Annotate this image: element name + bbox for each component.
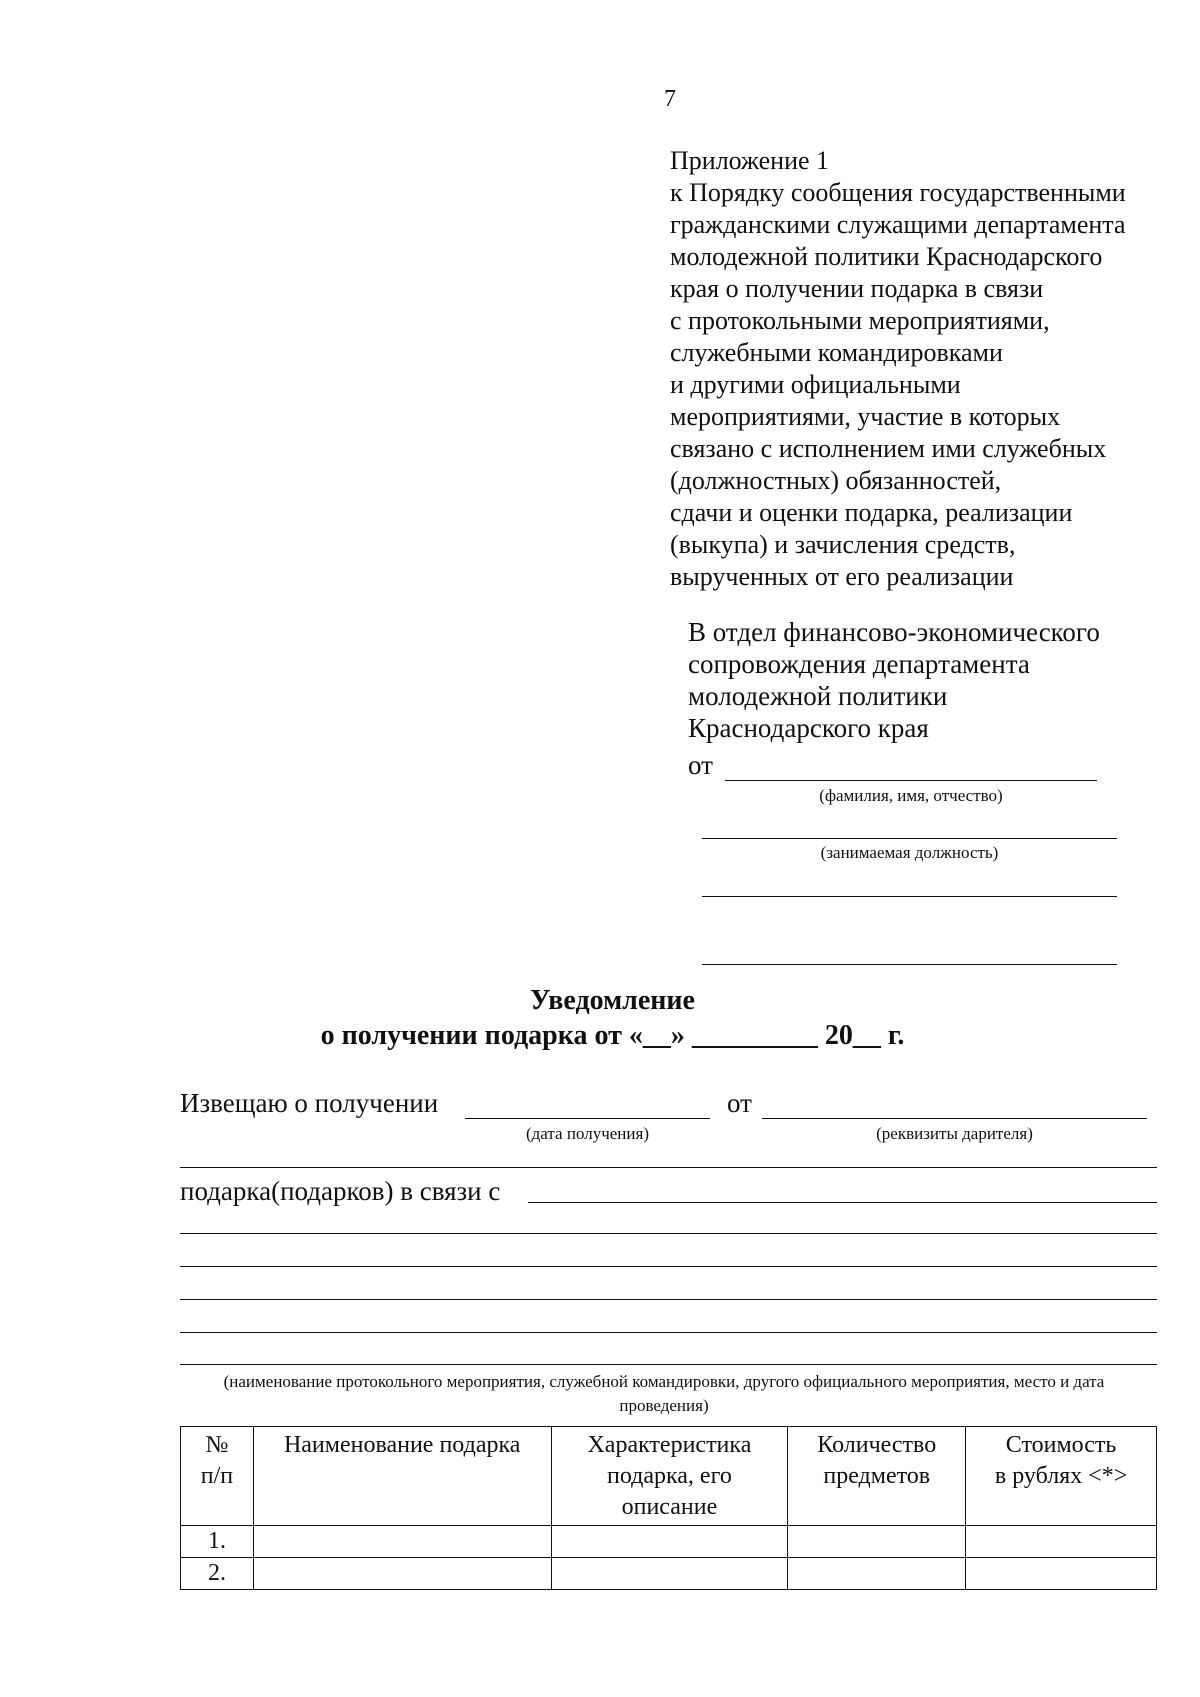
receipt-date-line[interactable] — [465, 1118, 710, 1119]
position-field-line[interactable] — [702, 838, 1117, 839]
row-number: 1. — [181, 1526, 254, 1558]
name-field-line[interactable] — [725, 780, 1097, 781]
gift-name-cell[interactable] — [253, 1558, 551, 1590]
quantity-cell[interactable] — [788, 1558, 966, 1590]
header-quantity: Количество предметов — [788, 1427, 966, 1526]
receipt-from-label: от — [727, 1088, 752, 1118]
cost-cell[interactable] — [966, 1558, 1157, 1590]
notice-title: Уведомление — [530, 985, 695, 1016]
date-caption: (дата получения) — [526, 1124, 649, 1143]
giver-extra-line[interactable] — [180, 1167, 1157, 1168]
row-number: 2. — [181, 1558, 254, 1590]
occasion-label: подарка(подарков) в связи с — [180, 1176, 501, 1206]
table-row — [181, 1558, 1157, 1590]
occasion-line-2[interactable] — [180, 1233, 1157, 1234]
occasion-line-3[interactable] — [180, 1266, 1157, 1267]
position-caption: (занимаемая должность) — [820, 843, 999, 862]
addressee-block: В отдел финансово-экономического сопровождения департамента молодежной политики Краснодарского края — [688, 617, 1100, 743]
gift-name-cell[interactable] — [253, 1526, 551, 1558]
signature-line[interactable] — [702, 964, 1117, 965]
header-number: № п/п — [181, 1427, 254, 1526]
description-cell[interactable] — [551, 1526, 788, 1558]
occasion-line-6[interactable] — [180, 1364, 1157, 1365]
position-extra-line[interactable] — [702, 896, 1117, 897]
appendix-block: Приложение 1 к Порядку сообщения государственными гражданскими служащими департамента молодежной политики Краснодарского края о получении подарка в связи с протокольными мероприятиями, служебными командировками и другими официальными мероприятиями, участие в которых связано с исполнением ими служебных (должностных) обязанностей, сдачи и оценки подарка, реализации (выкупа) и зачисления средств, вырученных от его реализации — [670, 146, 1126, 591]
giver-caption: (реквизиты дарителя) — [876, 1124, 1033, 1143]
notice-subtitle: о получении подарка от «__» _________ 20__ г. — [320, 1020, 905, 1051]
header-description: Характеристика подарка, его описание — [551, 1427, 788, 1526]
giver-details-line[interactable] — [762, 1118, 1147, 1119]
table-header-row — [181, 1427, 1157, 1526]
description-cell[interactable] — [551, 1558, 788, 1590]
cost-cell[interactable] — [966, 1526, 1157, 1558]
name-caption: (фамилия, имя, отчество) — [819, 786, 1003, 805]
occasion-line-5[interactable] — [180, 1332, 1157, 1333]
occasion-note: (наименование протокольного мероприятия, служебной командировки, другого официального мероприятия, место и дата проведения) — [223, 1372, 1105, 1415]
occasion-line-4[interactable] — [180, 1299, 1157, 1300]
quantity-cell[interactable] — [788, 1526, 966, 1558]
header-cost: Стоимость в рублях <*> — [966, 1427, 1157, 1526]
gifts-table — [180, 1426, 1157, 1590]
from-label: от — [688, 750, 713, 780]
header-gift-name: Наименование подарка — [253, 1427, 551, 1526]
receipt-label: Извещаю о получении — [180, 1088, 439, 1118]
occasion-line[interactable] — [528, 1202, 1157, 1203]
table-row — [181, 1526, 1157, 1558]
page-number: 7 — [664, 86, 676, 112]
